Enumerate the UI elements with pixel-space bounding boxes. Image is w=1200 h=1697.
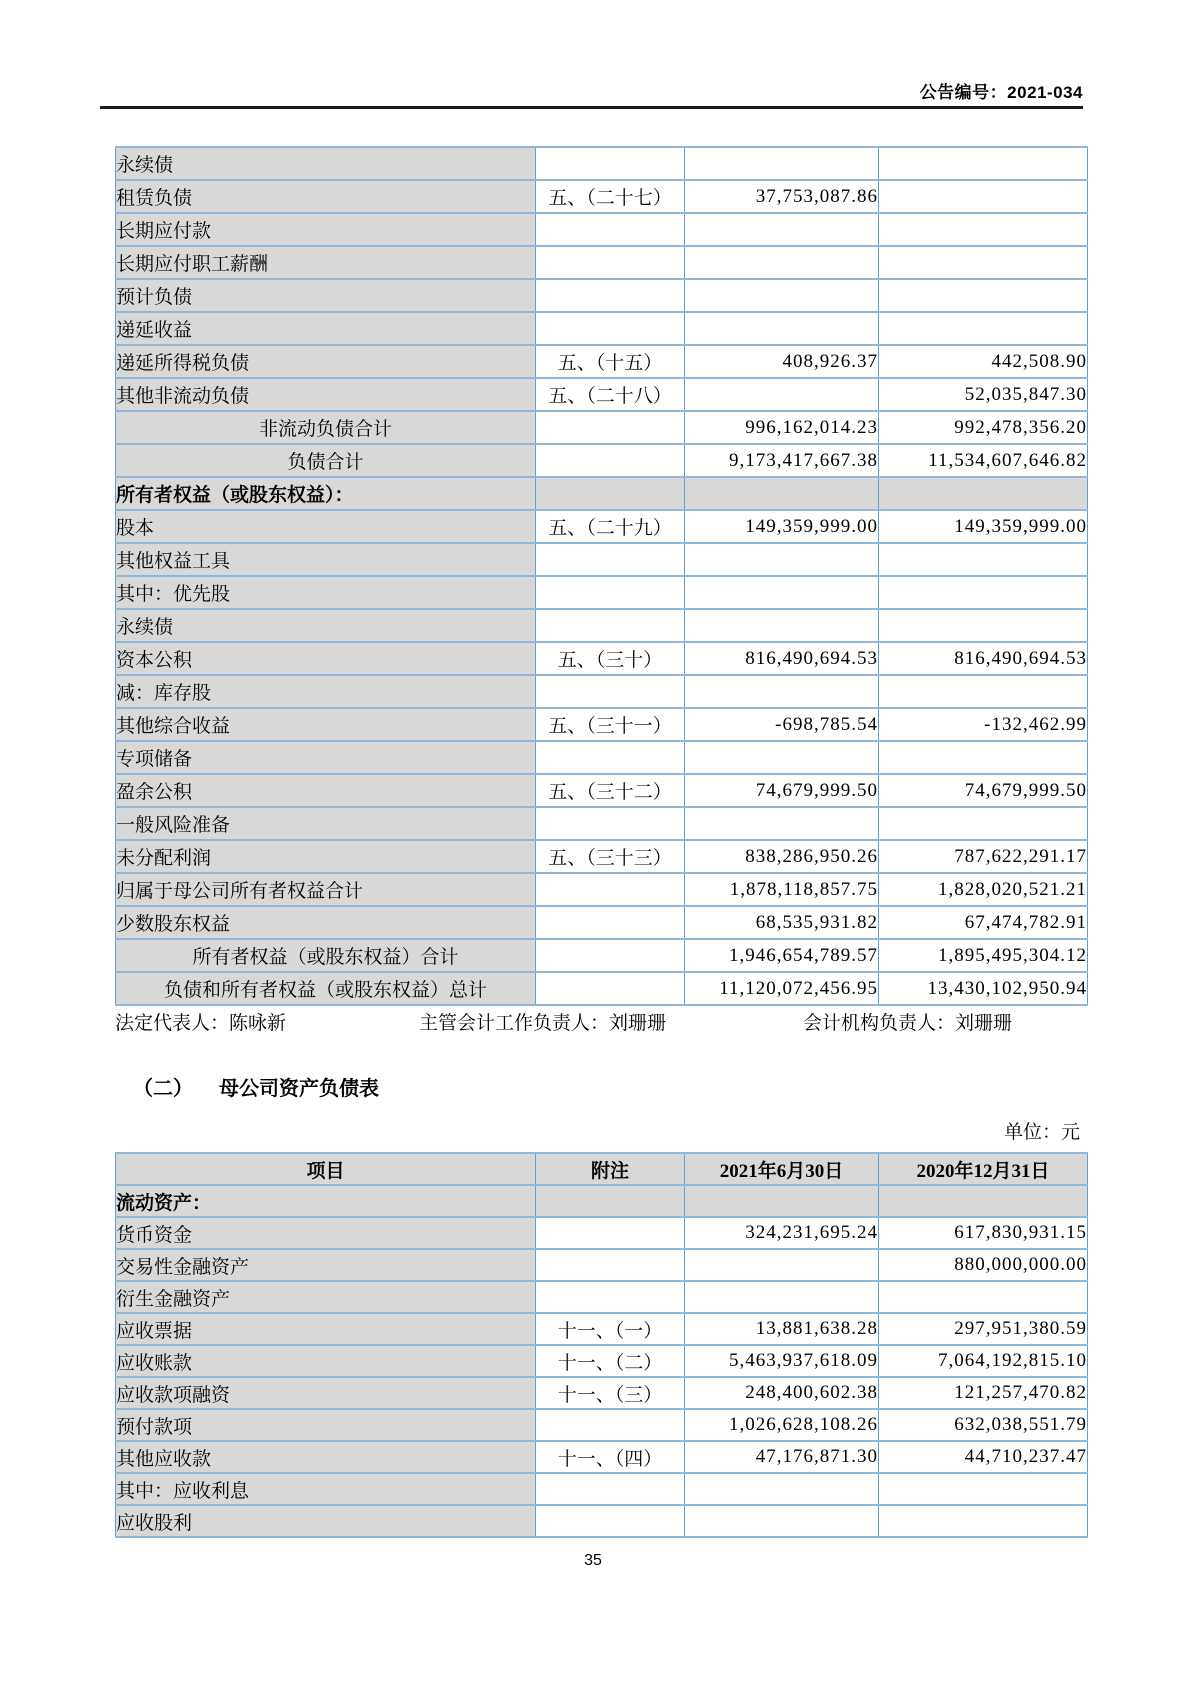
liabilities-equity-table	[115, 146, 1088, 1006]
note-cell	[536, 1185, 685, 1217]
note-cell	[536, 741, 685, 774]
amount-2021-06-30-cell: 838,286,950.26	[685, 840, 879, 873]
amount-2020-12-31-cell: 121,257,470.82	[879, 1377, 1088, 1409]
amount-2021-06-30-cell: 74,679,999.50	[685, 774, 879, 807]
amount-2021-06-30-cell: 996,162,014.23	[685, 411, 879, 444]
note-cell: 五、（三十一）	[536, 708, 685, 741]
item-label-cell: 永续债	[116, 609, 536, 642]
table-row	[116, 1473, 1088, 1505]
item-label-cell: 股本	[116, 510, 536, 543]
amount-2021-06-30-cell	[685, 246, 879, 279]
amount-2020-12-31-cell: 992,478,356.20	[879, 411, 1088, 444]
item-label-cell: 应收账款	[116, 1345, 536, 1377]
note-cell	[536, 1281, 685, 1313]
amount-2021-06-30-cell	[685, 1505, 879, 1537]
header-rule	[100, 106, 1083, 109]
table-row	[116, 444, 1088, 477]
item-label-cell: 货币资金	[116, 1217, 536, 1249]
item-label-cell: 非流动负债合计	[116, 411, 536, 444]
table-row	[116, 1409, 1088, 1441]
item-label-cell: 负债合计	[116, 444, 536, 477]
note-cell	[536, 1409, 685, 1441]
amount-2021-06-30-cell	[685, 1249, 879, 1281]
amount-2020-12-31-cell	[879, 279, 1088, 312]
note-cell	[536, 807, 685, 840]
column-header: 项目	[116, 1153, 536, 1185]
amount-2020-12-31-cell: 297,951,380.59	[879, 1313, 1088, 1345]
column-header: 2020年12月31日	[879, 1153, 1088, 1185]
item-label-cell: 归属于母公司所有者权益合计	[116, 873, 536, 906]
amount-2021-06-30-cell	[685, 675, 879, 708]
amount-2020-12-31-cell: 13,430,102,950.94	[879, 972, 1088, 1005]
table-row	[116, 1377, 1088, 1409]
note-cell	[536, 1217, 685, 1249]
amount-2021-06-30-cell: 149,359,999.00	[685, 510, 879, 543]
table-row	[116, 708, 1088, 741]
parent-company-balance-sheet-table	[115, 1152, 1088, 1538]
table-row	[116, 873, 1088, 906]
amount-2021-06-30-cell: 5,463,937,618.09	[685, 1345, 879, 1377]
note-cell: 五、（二十七）	[536, 180, 685, 213]
item-label-cell: 应收股利	[116, 1505, 536, 1537]
amount-2021-06-30-cell: 324,231,695.24	[685, 1217, 879, 1249]
table-row	[116, 972, 1088, 1005]
amount-2021-06-30-cell: 11,120,072,456.95	[685, 972, 879, 1005]
amount-2020-12-31-cell	[879, 576, 1088, 609]
amount-2020-12-31-cell: 67,474,782.91	[879, 906, 1088, 939]
amount-2021-06-30-cell	[685, 543, 879, 576]
amount-2020-12-31-cell	[879, 741, 1088, 774]
parent-balance-sheet-header	[116, 1153, 1088, 1185]
amount-2021-06-30-cell: 1,026,628,108.26	[685, 1409, 879, 1441]
amount-2021-06-30-cell	[685, 1281, 879, 1313]
amount-2020-12-31-cell: -132,462.99	[879, 708, 1088, 741]
table-row	[116, 180, 1088, 213]
amount-2020-12-31-cell	[879, 609, 1088, 642]
table-row	[116, 477, 1088, 510]
amount-2021-06-30-cell	[685, 609, 879, 642]
item-label-cell: 应收款项融资	[116, 1377, 536, 1409]
amount-2020-12-31-cell: 1,828,020,521.21	[879, 873, 1088, 906]
item-label-cell: 交易性金融资产	[116, 1249, 536, 1281]
note-cell	[536, 675, 685, 708]
item-label-cell: 衍生金融资产	[116, 1281, 536, 1313]
section-title: 母公司资产负债表	[219, 1078, 379, 1100]
amount-2021-06-30-cell	[685, 807, 879, 840]
section-heading	[133, 1072, 379, 1101]
section-number: （二）	[133, 1078, 193, 1100]
amount-2020-12-31-cell: 816,490,694.53	[879, 642, 1088, 675]
item-label-cell: 应收票据	[116, 1313, 536, 1345]
table-row	[116, 543, 1088, 576]
amount-2020-12-31-cell	[879, 1185, 1088, 1217]
item-label-cell: 其他权益工具	[116, 543, 536, 576]
item-label-cell: 所有者权益（或股东权益）合计	[116, 939, 536, 972]
table-row	[116, 1505, 1088, 1537]
liabilities-equity-table-body	[116, 147, 1088, 1005]
item-label-cell: 减：库存股	[116, 675, 536, 708]
amount-2021-06-30-cell: 408,926.37	[685, 345, 879, 378]
amount-2020-12-31-cell: 44,710,237.47	[879, 1441, 1088, 1473]
table-row	[116, 246, 1088, 279]
table-row	[116, 1185, 1088, 1217]
item-label-cell: 递延收益	[116, 312, 536, 345]
table-row	[116, 741, 1088, 774]
item-label-cell: 负债和所有者权益（或股东权益）总计	[116, 972, 536, 1005]
note-cell	[536, 906, 685, 939]
note-cell	[536, 213, 685, 246]
item-label-cell: 永续债	[116, 147, 536, 180]
table-row	[116, 213, 1088, 246]
amount-2020-12-31-cell	[879, 213, 1088, 246]
amount-2020-12-31-cell	[879, 1505, 1088, 1537]
amount-2020-12-31-cell: 74,679,999.50	[879, 774, 1088, 807]
table-row	[116, 345, 1088, 378]
amount-2021-06-30-cell: 13,881,638.28	[685, 1313, 879, 1345]
amount-2020-12-31-cell: 52,035,847.30	[879, 378, 1088, 411]
table-row	[116, 807, 1088, 840]
item-label-cell: 未分配利润	[116, 840, 536, 873]
item-label-cell: 专项储备	[116, 741, 536, 774]
note-cell	[536, 477, 685, 510]
item-label-cell: 递延所得税负债	[116, 345, 536, 378]
amount-2021-06-30-cell	[685, 378, 879, 411]
page-number: 35	[584, 1552, 602, 1569]
amount-2021-06-30-cell: 816,490,694.53	[685, 642, 879, 675]
table-row	[116, 1441, 1088, 1473]
note-cell: 五、（三十三）	[536, 840, 685, 873]
note-cell	[536, 1505, 685, 1537]
amount-2021-06-30-cell: 37,753,087.86	[685, 180, 879, 213]
note-cell: 五、（十五）	[536, 345, 685, 378]
note-cell: 十一、（四）	[536, 1441, 685, 1473]
note-cell: 五、（二十八）	[536, 378, 685, 411]
table-row	[116, 774, 1088, 807]
table-row	[116, 1313, 1088, 1345]
item-label-cell: 盈余公积	[116, 774, 536, 807]
amount-2021-06-30-cell	[685, 312, 879, 345]
table-row	[116, 1249, 1088, 1281]
amount-2020-12-31-cell	[879, 543, 1088, 576]
amount-2020-12-31-cell: 880,000,000.00	[879, 1249, 1088, 1281]
item-label-cell: 租赁负债	[116, 180, 536, 213]
signature-line	[115, 1008, 1087, 1036]
amount-2020-12-31-cell	[879, 675, 1088, 708]
item-label-cell: 长期应付款	[116, 213, 536, 246]
note-cell	[536, 246, 685, 279]
table-row	[116, 939, 1088, 972]
table-row	[116, 675, 1088, 708]
legal-representative: 法定代表人：陈咏新	[115, 1013, 287, 1034]
amount-2021-06-30-cell	[685, 576, 879, 609]
item-label-cell: 流动资产：	[116, 1185, 536, 1217]
parent-balance-sheet-body	[116, 1185, 1088, 1537]
item-label-cell: 其中：应收利息	[116, 1473, 536, 1505]
amount-2021-06-30-cell: 47,176,871.30	[685, 1441, 879, 1473]
amount-2021-06-30-cell: 68,535,931.82	[685, 906, 879, 939]
item-label-cell: 其中：优先股	[116, 576, 536, 609]
note-cell	[536, 939, 685, 972]
amount-2021-06-30-cell	[685, 477, 879, 510]
amount-2020-12-31-cell: 442,508.90	[879, 345, 1088, 378]
note-cell: 十一、（一）	[536, 1313, 685, 1345]
table-row	[116, 147, 1088, 180]
item-label-cell: 长期应付职工薪酬	[116, 246, 536, 279]
item-label-cell: 预付款项	[116, 1409, 536, 1441]
amount-2020-12-31-cell	[879, 807, 1088, 840]
table-row	[116, 1217, 1088, 1249]
note-cell	[536, 1249, 685, 1281]
note-cell	[536, 576, 685, 609]
note-cell	[536, 873, 685, 906]
amount-2020-12-31-cell	[879, 312, 1088, 345]
amount-2021-06-30-cell: -698,785.54	[685, 708, 879, 741]
note-cell: 五、（三十）	[536, 642, 685, 675]
note-cell	[536, 972, 685, 1005]
table-row	[116, 378, 1088, 411]
item-label-cell: 预计负债	[116, 279, 536, 312]
amount-2020-12-31-cell: 1,895,495,304.12	[879, 939, 1088, 972]
note-cell: 五、（二十九）	[536, 510, 685, 543]
item-label-cell: 少数股东权益	[116, 906, 536, 939]
doc-number: 公告编号：2021-034	[919, 83, 1083, 102]
amount-2020-12-31-cell: 632,038,551.79	[879, 1409, 1088, 1441]
table-row	[116, 312, 1088, 345]
amount-2020-12-31-cell: 11,534,607,646.82	[879, 444, 1088, 477]
amount-2021-06-30-cell: 248,400,602.38	[685, 1377, 879, 1409]
item-label-cell: 其他非流动负债	[116, 378, 536, 411]
unit-label: 单位：元	[1003, 1122, 1080, 1143]
amount-2020-12-31-cell: 149,359,999.00	[879, 510, 1088, 543]
amount-2021-06-30-cell	[685, 147, 879, 180]
item-label-cell: 一般风险准备	[116, 807, 536, 840]
amount-2020-12-31-cell: 7,064,192,815.10	[879, 1345, 1088, 1377]
table-row	[116, 906, 1088, 939]
amount-2021-06-30-cell	[685, 279, 879, 312]
table-row	[116, 1345, 1088, 1377]
table-row	[116, 411, 1088, 444]
amount-2021-06-30-cell: 9,173,417,667.38	[685, 444, 879, 477]
item-label-cell: 所有者权益（或股东权益）：	[116, 477, 536, 510]
column-header: 2021年6月30日	[685, 1153, 879, 1185]
amount-2021-06-30-cell	[685, 741, 879, 774]
amount-2020-12-31-cell: 617,830,931.15	[879, 1217, 1088, 1249]
table-row	[116, 1281, 1088, 1313]
note-cell: 十一、（三）	[536, 1377, 685, 1409]
note-cell	[536, 279, 685, 312]
note-cell: 五、（三十二）	[536, 774, 685, 807]
amount-2021-06-30-cell	[685, 1185, 879, 1217]
amount-2020-12-31-cell: 787,622,291.17	[879, 840, 1088, 873]
note-cell	[536, 1473, 685, 1505]
note-cell	[536, 543, 685, 576]
note-cell: 十一、（二）	[536, 1345, 685, 1377]
note-cell	[536, 312, 685, 345]
amount-2020-12-31-cell	[879, 477, 1088, 510]
item-label-cell: 其他综合收益	[116, 708, 536, 741]
amount-2021-06-30-cell	[685, 1473, 879, 1505]
note-cell	[536, 147, 685, 180]
accounting-org-head: 会计机构负责人：刘珊珊	[803, 1013, 1013, 1034]
note-cell	[536, 609, 685, 642]
note-cell	[536, 444, 685, 477]
amount-2020-12-31-cell	[879, 1281, 1088, 1313]
table-row	[116, 510, 1088, 543]
item-label-cell: 其他应收款	[116, 1441, 536, 1473]
table-row	[116, 840, 1088, 873]
table-row	[116, 609, 1088, 642]
amount-2020-12-31-cell	[879, 180, 1088, 213]
table-row	[116, 576, 1088, 609]
item-label-cell: 资本公积	[116, 642, 536, 675]
column-header: 附注	[536, 1153, 685, 1185]
amount-2020-12-31-cell	[879, 147, 1088, 180]
table-row	[116, 642, 1088, 675]
amount-2020-12-31-cell	[879, 1473, 1088, 1505]
note-cell	[536, 411, 685, 444]
amount-2021-06-30-cell	[685, 213, 879, 246]
table-row	[116, 279, 1088, 312]
amount-2020-12-31-cell	[879, 246, 1088, 279]
accounting-work-head: 主管会计工作负责人：刘珊珊	[419, 1013, 667, 1034]
amount-2021-06-30-cell: 1,946,654,789.57	[685, 939, 879, 972]
table-header-row	[116, 1153, 1088, 1185]
amount-2021-06-30-cell: 1,878,118,857.75	[685, 873, 879, 906]
